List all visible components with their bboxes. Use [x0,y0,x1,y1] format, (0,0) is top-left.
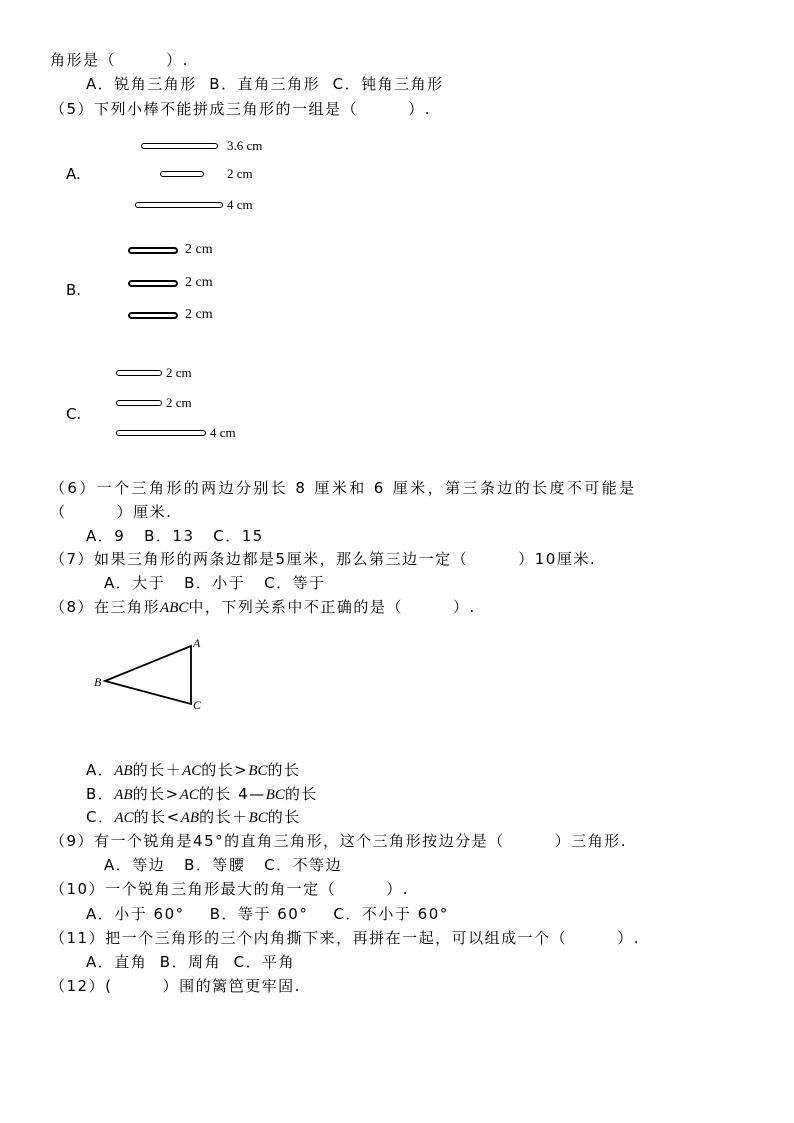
vertex-b-label: B [94,675,102,689]
stick-a2-label: 2 cm [227,166,253,181]
q8-question [50,597,476,618]
q6-line2: （ ）厘米. [50,503,173,521]
q8-option-c: C．AC的长<AB的长＋BC的长 [86,808,301,826]
q7-question: （7）如果三角形的两条边都是5厘米，那么第三边一定（ ）10厘米. [50,550,597,568]
q8-question-post: 中，下列关系中不正确的是（ ）. [188,598,476,616]
q5-group-c-label: C. [66,405,82,423]
stick-a2 [160,171,204,177]
q5-group-a-label: A. [66,165,81,183]
q7-options: A．大于 B．小于 C．等于 [104,574,326,592]
stick-a3 [135,202,223,208]
q9-question: （9）有一个锐角是45°的直角三角形，这个三角形按边分是（ ）三角形. [50,832,628,850]
stick-c2-label: 2 cm [166,395,192,410]
stick-b3-label: 2 cm [185,307,213,322]
q8-option-a: A．AB的长＋AC的长>BC的长 [86,761,301,779]
q8-option-b: B．AB的长>AC的长 4—BC的长 [86,785,318,803]
q8-question-pre: （8）在三角形 [50,598,161,616]
stick-b3 [128,312,178,319]
q10-question: （10）一个锐角三角形最大的角一定（ ）. [50,880,410,898]
q8-question-abc: ABC [160,600,189,616]
stick-c1 [116,370,162,376]
stick-a3-label: 4 cm [227,197,253,212]
q6-line1: （6）一个三角形的两边分别长 8 厘米和 6 厘米，第三条边的长度不可能是 [50,479,637,497]
q12-question: （12）( ）围的篱笆更牢固. [50,977,301,995]
stick-c1-label: 2 cm [166,365,192,380]
vertex-a-label: A [193,636,201,650]
stick-b2 [128,280,178,287]
q5-group-b-label: B. [66,281,82,299]
q9-options: A．等边 B．等腰 C．不等边 [104,856,343,874]
q4-line1: 角形是（ ）. [50,51,189,69]
stick-c3 [116,430,206,436]
q5-question: （5）下列小棒不能拼成三角形的一组是（ ）. [50,100,431,118]
stick-a1 [141,143,218,149]
stick-c2 [116,400,162,406]
stick-b1 [128,247,178,254]
triangle-abc [105,646,191,704]
vertex-c-label: C [193,698,202,712]
q10-options: A．小于 60° B．等于 60° C．不小于 60° [86,905,449,923]
q11-options: A．直角 B．周角 C．平角 [86,953,296,971]
stick-a1-label: 3.6 cm [227,138,263,153]
q4-options: A．锐角三角形 B．直角三角形 C．钝角三角形 [86,75,444,93]
stick-b1-label: 2 cm [185,242,213,257]
stick-c3-label: 4 cm [210,425,236,440]
stick-b2-label: 2 cm [185,275,213,290]
q6-options: A．9 B．13 C．15 [86,527,264,545]
q11-question: （11）把一个三角形的三个内角撕下来，再拼在一起，可以组成一个（ ）. [50,929,641,947]
